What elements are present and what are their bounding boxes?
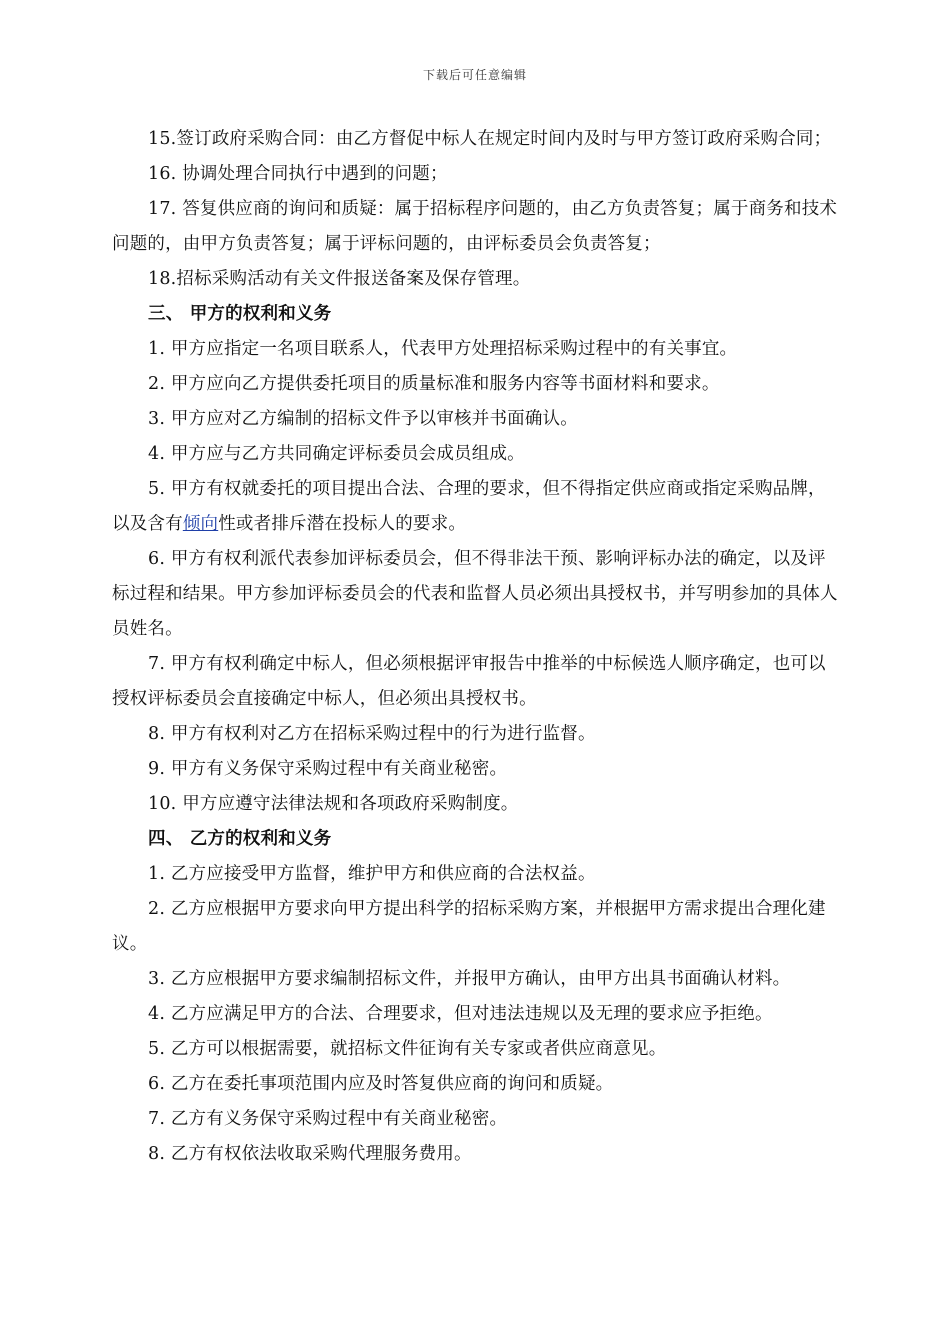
party-a-item-8: 8. 甲方有权利对乙方在招标采购过程中的行为进行监督。 <box>148 724 596 744</box>
paragraph-17: 17. 答复供应商的询问和质疑：属于招标程序问题的，由乙方负责答复；属于商务和技术问题的，由甲方负责答复；属于评标问题的，由评标委员会负责答复； <box>112 199 838 254</box>
party-b-item-3: 3. 乙方应根据甲方要求编制招标文件，并报甲方确认，由甲方出具书面确认材料。 <box>148 969 791 989</box>
paragraph-15: 15.签订政府采购合同：由乙方督促中标人在规定时间内及时与甲方签订政府采购合同； <box>148 129 832 149</box>
section-heading-4: 四、 乙方的权利和义务 <box>148 829 332 849</box>
party-a-item-2: 2. 甲方应向乙方提供委托项目的质量标准和服务内容等书面材料和要求。 <box>148 374 720 394</box>
party-a-item-5-after: 性或者排斥潜在投标人的要求。 <box>218 514 467 534</box>
party-a-item-3: 3. 甲方应对乙方编制的招标文件予以审核并书面确认。 <box>148 409 578 429</box>
party-a-item-7: 7. 甲方有权利确定中标人，但必须根据评审报告中推举的中标候选人顺序确定，也可以授权评标委员会直接确定中标人，但必须出具授权书。 <box>112 654 826 709</box>
party-a-item-4: 4. 甲方应与乙方共同确定评标委员会成员组成。 <box>148 444 525 464</box>
inline-link-tendency[interactable]: 倾向 <box>182 514 219 534</box>
party-a-item-5 <box>112 472 840 542</box>
party-a-item-10: 10. 甲方应遵守法律法规和各项政府采购制度。 <box>148 794 519 814</box>
section-heading-3: 三、 甲方的权利和义务 <box>148 304 332 324</box>
paragraph-18: 18.招标采购活动有关文件报送备案及保存管理。 <box>148 269 531 289</box>
page-header: 下载后可任意编辑 <box>422 68 527 82</box>
party-a-item-6: 6. 甲方有权利派代表参加评标委员会，但不得非法干预、影响评标办法的确定，以及评标过程和结果。甲方参加评标委员会的代表和监督人员必须出具授权书，并写明参加的具体人员姓名。 <box>112 549 838 639</box>
party-b-item-1: 1. 乙方应接受甲方监督，维护甲方和供应商的合法权益。 <box>148 864 596 884</box>
party-b-item-7: 7. 乙方有义务保守采购过程中有关商业秘密。 <box>148 1109 508 1129</box>
document-body <box>112 122 840 1172</box>
party-b-item-6: 6. 乙方在委托事项范围内应及时答复供应商的询问和质疑。 <box>148 1074 614 1094</box>
party-a-item-9: 9. 甲方有义务保守采购过程中有关商业秘密。 <box>148 759 508 779</box>
party-a-item-5-before: 5. 甲方有权就委托的项目提出合法、合理的要求，但不得指定供应商或指定采购品牌，以及含有 <box>112 479 826 534</box>
party-b-item-5: 5. 乙方可以根据需要，就招标文件征询有关专家或者供应商意见。 <box>148 1039 667 1059</box>
party-b-item-2: 2. 乙方应根据甲方要求向甲方提出科学的招标采购方案，并根据甲方需求提出合理化建议。 <box>112 899 826 954</box>
party-b-item-8: 8. 乙方有权依法收取采购代理服务费用。 <box>148 1144 472 1164</box>
paragraph-16: 16. 协调处理合同执行中遇到的问题； <box>148 164 448 184</box>
party-b-item-4: 4. 乙方应满足甲方的合法、合理要求，但对违法违规以及无理的要求应予拒绝。 <box>148 1004 773 1024</box>
party-a-item-1: 1. 甲方应指定一名项目联系人，代表甲方处理招标采购过程中的有关事宜。 <box>148 339 738 359</box>
